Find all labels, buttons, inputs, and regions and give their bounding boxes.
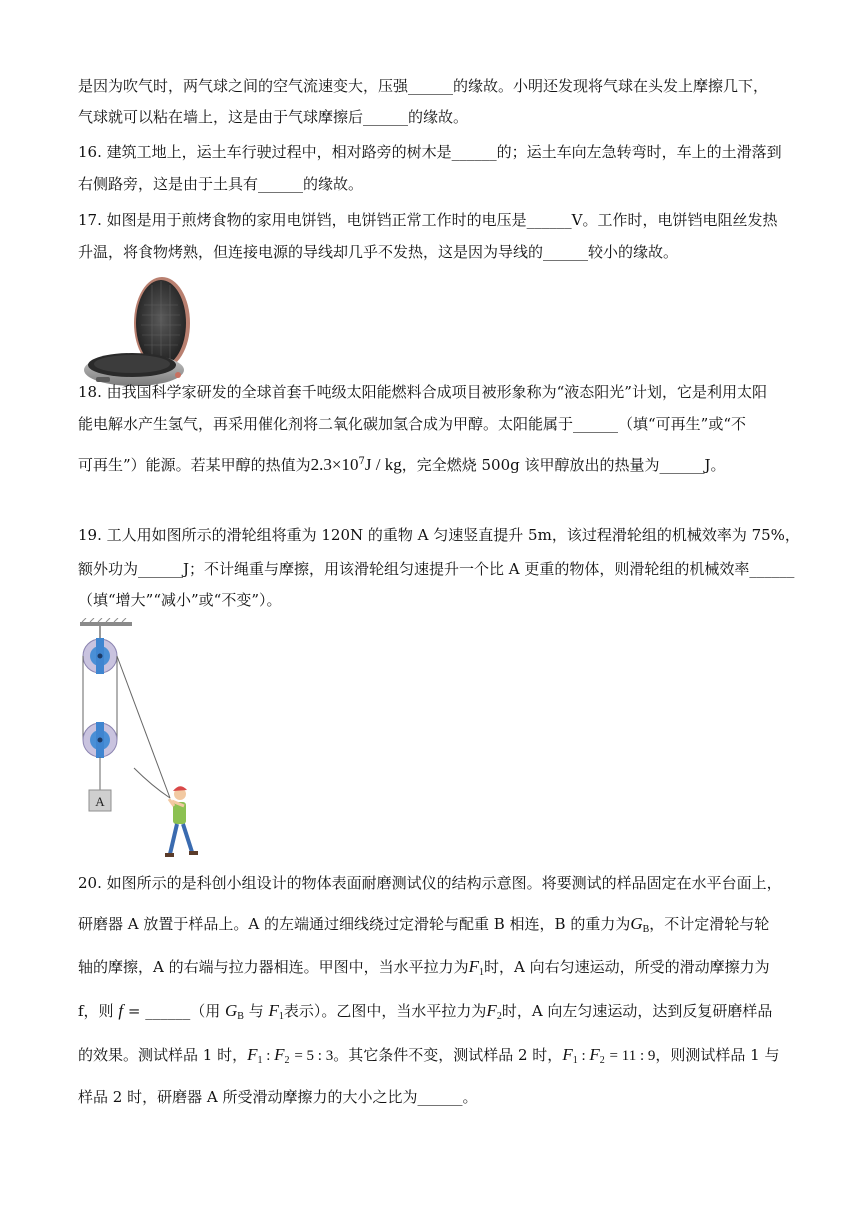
q18-line-3-e: ，完全燃烧 500g 该甲醇放出的热量为______J。 (401, 456, 726, 474)
ratio-2-value: = 11 : 9 (609, 1048, 656, 1064)
q20-line-3-b: 时，A 向右匀速运动，所受的滑动摩擦力为 (484, 958, 770, 976)
symbol-2-sub: 2 (284, 1055, 290, 1066)
symbol-f-lower: f (118, 1001, 124, 1020)
symbol-f: F (247, 1045, 258, 1064)
electric-baking-pan-figure (82, 275, 202, 393)
symbol-f1-2 (269, 1001, 284, 1020)
q20-line-2-b: ，不计定滑轮与轮 (649, 915, 770, 933)
q20-line-2-a: 研磨器 A 放置于样品上。A 的左端通过细线绕过定滑轮与配重 B 相连，B 的重力为 (78, 915, 631, 933)
q20-line-4-e: 时，A 向左匀速运动，达到反复研磨样品 (501, 1002, 773, 1020)
q20-line-4 (78, 1001, 772, 1021)
q20-line-1: 20. 如图所示的是科创小组设计的物体表面耐磨测试仪的结构示意图。将要测试的样品固定在水平台面上， (78, 874, 782, 892)
heat-value-mantissa: 2.3×10 (310, 455, 359, 474)
q16-line-1: 16. 建筑工地上，运土车行驶过程中，相对路旁的树木是______的；运土车向左急转弯时，车上的土滑落到 (78, 143, 782, 161)
symbol-g: G (224, 1001, 238, 1020)
q18-line-3 (78, 452, 726, 472)
symbol-f: F (468, 957, 479, 976)
heat-value-exponent: 7 (358, 456, 365, 467)
symbol-1-sub: 1 (479, 967, 484, 978)
symbol-1-sub: 1 (257, 1055, 263, 1066)
q19-line-3: （填“增大”“减小”或“不变”）。 (78, 591, 282, 609)
q20-line-5 (78, 1045, 779, 1065)
symbol-b-sub: B (237, 1011, 244, 1022)
ratio-1-f1 (247, 1045, 262, 1064)
q17-line-2: 升温，将食物烤熟，但连接电源的导线却几乎不发热，这是因为导线的______较小的缘故。 (78, 243, 679, 261)
q20-line-4-b: = ______（用 (127, 1002, 221, 1020)
ratio-1-value: = 5 : 3 (294, 1048, 334, 1064)
symbol-f: F (486, 1001, 497, 1020)
ratio-1-colon: : (262, 1048, 275, 1064)
symbol-g: G (630, 914, 643, 933)
q20-line-3-a: 轴的摩擦，A 的右端与拉力器相连。甲图中，当水平拉力为 (78, 958, 469, 976)
ratio-2-colon: : (577, 1048, 590, 1064)
q20-line-4-c: 与 (248, 1002, 264, 1020)
ratio-2-f2 (589, 1045, 604, 1064)
symbol-2-sub: 2 (599, 1055, 605, 1066)
ratio-2-f1 (562, 1045, 577, 1064)
q20-line-5-e: ，则测试样品 1 与 (655, 1046, 780, 1064)
weight-a-label: A (95, 794, 105, 809)
q20-line-5-a: 的效果。测试样品 1 时， (78, 1046, 248, 1064)
q15-line-2: 气球就可以粘在墙上，这是由于气球摩擦后______的缘故。 (78, 108, 469, 126)
q20-line-6: 样品 2 时，研磨器 A 所受滑动摩擦力的大小之比为______。 (78, 1088, 478, 1106)
q18-line-3-a: 可再生”）能源。若某甲醇的热值为 (78, 456, 311, 474)
symbol-g-b (630, 914, 649, 933)
q20-line-4-d: 表示）。乙图中，当水平拉力为 (283, 1002, 487, 1020)
heat-value-unit: J / kg (364, 455, 402, 474)
q20-line-4-a: f，则 (78, 1002, 114, 1020)
symbol-f: F (589, 1045, 600, 1064)
symbol-g-b-2 (225, 1001, 244, 1020)
symbol-1-sub: 1 (278, 1011, 284, 1022)
q15-line-1: 是因为吹气时，两气球之间的空气流速变大，压强______的缘故。小明还发现将气球在头发上摩擦几下， (78, 77, 769, 95)
ratio-1-f2 (274, 1045, 289, 1064)
symbol-f: F (268, 1001, 279, 1020)
symbol-b-sub: B (642, 924, 650, 935)
symbol-1-sub: 1 (572, 1055, 578, 1066)
symbol-f2 (486, 1001, 501, 1020)
q17-line-1: 17. 如图是用于煎烤食物的家用电饼铛，电饼铛正常工作时的电压是______V。工作时，电饼铛电阻丝发热 (78, 211, 778, 229)
q20-line-2 (78, 914, 769, 934)
q20-line-5-c: 。其它条件不变，测试样品 2 时， (333, 1046, 563, 1064)
symbol-2-sub: 2 (496, 1011, 502, 1022)
q20-line-3 (78, 957, 770, 977)
pulley-system-figure (74, 618, 204, 862)
q18-line-1: 18. 由我国科学家研发的全球首套千吨级太阳能燃料合成项目被形象称为“液态阳光”计划，它是利用太阳 (78, 383, 767, 401)
q18-line-2: 能电解水产生氢气，再采用催化剂将二氧化碳加氢合成为甲醇。太阳能属于______（填“可再生”或“不 (78, 415, 747, 433)
symbol-f: F (274, 1045, 285, 1064)
q19-line-1: 19. 工人用如图所示的滑轮组将重为 120N 的重物 A 匀速竖直提升 5m，该过程滑轮组的机械效率为 75%， (78, 526, 800, 544)
q16-line-2: 右侧路旁，这是由于土具有______的缘故。 (78, 175, 364, 193)
symbol-f: F (562, 1045, 573, 1064)
q19-line-2: 额外功为______J；不计绳重与摩擦，用该滑轮组匀速提升一个比 A 更重的物体，则滑轮组的机械效率______ (78, 560, 795, 578)
symbol-f1 (469, 957, 484, 976)
